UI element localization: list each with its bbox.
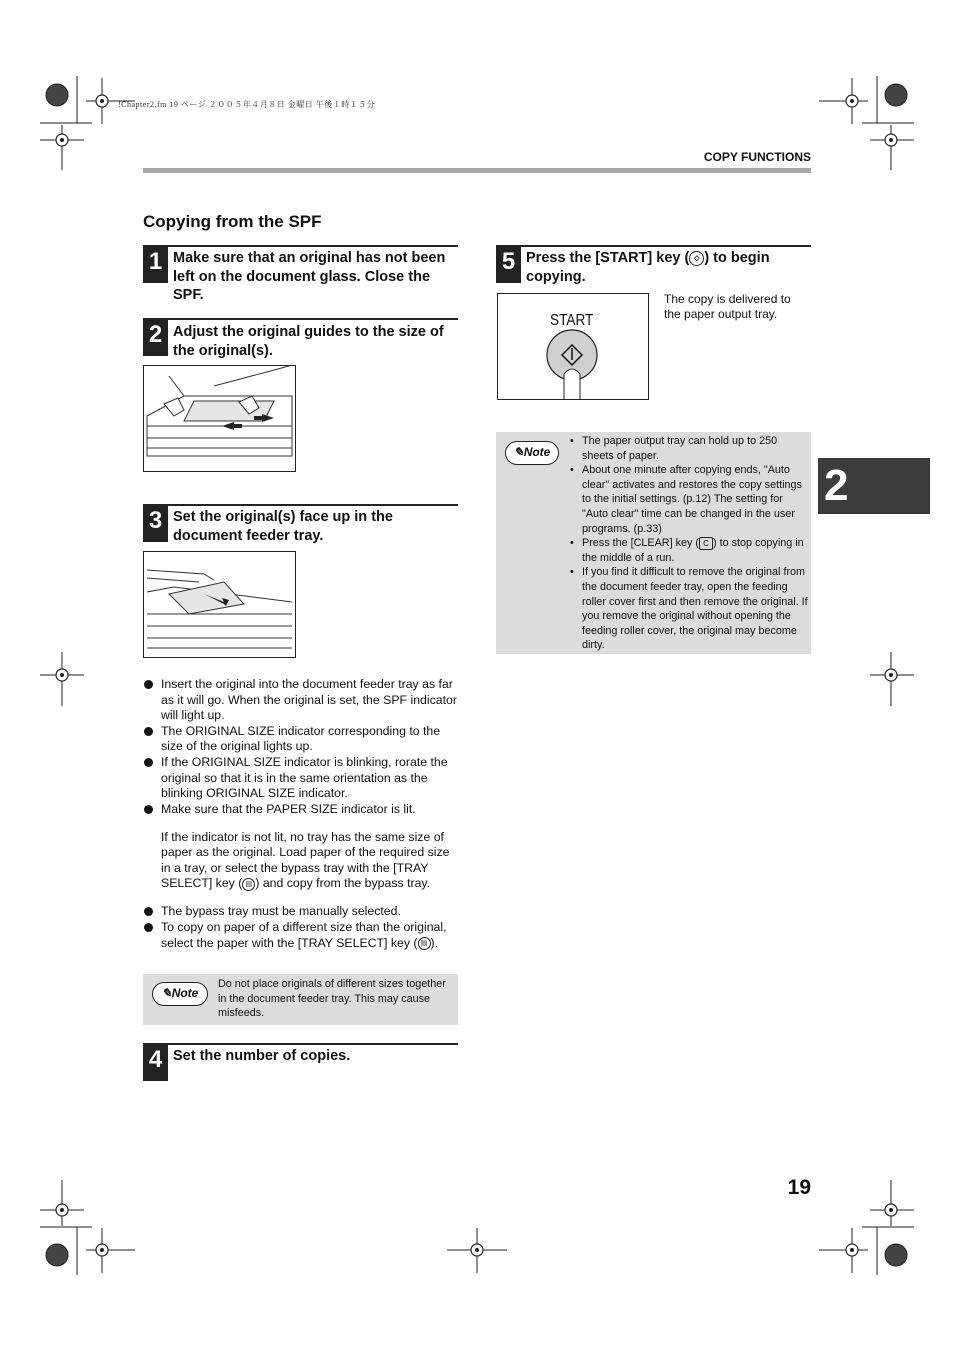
- bullet-4-cont-b: ) and copy from the bypass tray.: [255, 876, 431, 891]
- bullet-6: [143, 920, 458, 951]
- tray-select-key-icon: ▤: [418, 937, 431, 950]
- note-item-2: • About one minute after copying ends, "Auto clear" activates and restores the copy settings to the initial settings. (p.12) The setting for "Auto clear" time can be changed in the user programs. (p.33): [570, 463, 808, 536]
- step-4-rule: [143, 1043, 458, 1045]
- feeder-tray-illustration: [143, 551, 296, 658]
- section-header: COPY FUNCTIONS: [703, 150, 811, 164]
- bullet-1: Insert the original into the document feeder tray as far as it will go. When the original is set, the SPF indicator will light up.: [143, 677, 458, 724]
- step-5-rule: [496, 245, 811, 247]
- file-info-line: !Chapter2.fm 19 ページ ２００５年４月８日 金曜日 午後１時１５分: [118, 100, 376, 109]
- bullet-2: The ORIGINAL SIZE indicator corresponding to the size of the original lights up.: [143, 724, 458, 755]
- note-text-left: Do not place originals of different sizes together in the document feeder tray. This may cause misfeeds.: [218, 978, 446, 1020]
- step-3-text: Set the original(s) face up in the document feeder tray.: [173, 509, 393, 544]
- note-item-3-a: Press the [CLEAR] key (: [582, 537, 700, 550]
- bullet-6-a: To copy on paper of a different size than the original, select the paper with the [TRAY SELECT] key (: [161, 919, 447, 950]
- note-pencil-icon: ✎: [161, 986, 172, 1000]
- bullet-4: Make sure that the PAPER SIZE indicator is lit.: [143, 802, 458, 818]
- note-badge-right: [505, 441, 559, 465]
- step-1-number: 1: [143, 245, 168, 283]
- step-5-number: 5: [496, 245, 521, 283]
- page-number: 19: [787, 1176, 811, 1199]
- bullet-4-cont-a: If the indicator is not lit, no tray has the same size of paper as the original. Load paper of the required size in a tray, or select the bypass tray with the [TRAY SELECT] key (: [161, 829, 450, 891]
- step-2-rule: [143, 318, 458, 320]
- note-list-right: [570, 434, 808, 653]
- note-item-1: • The paper output tray can hold up to 250 sheets of paper.: [570, 434, 808, 463]
- original-guides-illustration: [143, 365, 296, 472]
- tray-select-key-icon: ▤: [242, 878, 255, 891]
- step-3-number: 3: [143, 504, 168, 542]
- chapter-tab: 2: [818, 458, 930, 514]
- start-key-label: START: [550, 312, 594, 329]
- page-title: Copying from the SPF: [143, 212, 322, 231]
- bullet-4-continuation: [143, 830, 458, 892]
- note-label-left: Note: [171, 986, 199, 1000]
- step-2-text: Adjust the original guides to the size of the original(s).: [173, 324, 444, 359]
- instruction-bullets: [143, 677, 458, 951]
- header-rule: [143, 168, 811, 173]
- note-label-right: Note: [523, 445, 551, 459]
- start-caption: The copy is delivered to the paper output tray.: [664, 292, 791, 322]
- bullet-6-b: ).: [430, 935, 439, 950]
- step-1-text: Make sure that an original has not been left on the document glass. Close the SPF.: [173, 250, 446, 303]
- step-3-rule: [143, 504, 458, 506]
- step-2-number: 2: [143, 318, 168, 356]
- step-1-rule: [143, 245, 458, 247]
- note-item-3-b: ) to stop copying in the middle of a run.: [582, 537, 804, 564]
- note-item-4: • If you find it difficult to remove the original from the document feeder tray, open the feeding roller cover first and then remove the original. If you remove the original without opening the feeding roller cover, the original may become dirty.: [570, 565, 808, 653]
- bullet-5: The bypass tray must be manually selected.: [143, 904, 458, 920]
- note-pencil-icon: ✎: [513, 445, 524, 459]
- bullet-3: If the ORIGINAL SIZE indicator is blinking, rorate the original so that it is in the same orientation as the blinking ORIGINAL SIZE indicator.: [143, 755, 458, 802]
- step-5-text-b: ) to begin copying.: [526, 250, 770, 285]
- note-item-3: [570, 536, 808, 565]
- step-5-text: [526, 249, 811, 286]
- step-5-text-a: Press the [START] key (: [526, 250, 690, 266]
- step-4-text: Set the number of copies.: [173, 1048, 351, 1064]
- start-key-icon: ◇: [689, 251, 704, 266]
- start-key-illustration: [497, 293, 649, 400]
- clear-key-icon: C: [699, 537, 713, 550]
- step-4-number: 4: [143, 1043, 168, 1081]
- note-badge-left: [152, 982, 208, 1006]
